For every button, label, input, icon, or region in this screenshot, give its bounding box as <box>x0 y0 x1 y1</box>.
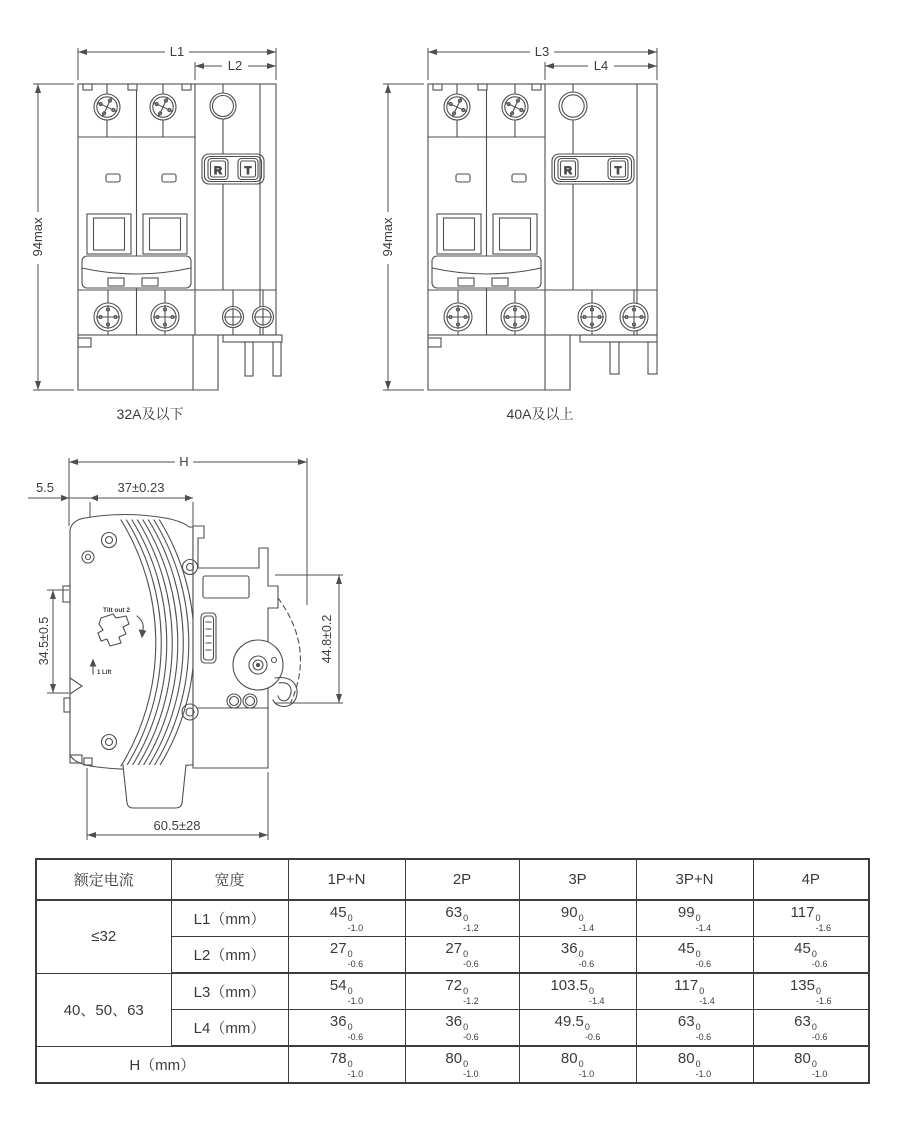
rated-current-cell: ≤32 <box>36 900 171 973</box>
terminal-pin <box>245 342 253 376</box>
dim-value-cell: 99 0 -1.4 <box>636 900 753 937</box>
dim-label-94max: 94max <box>30 217 45 257</box>
dim-value-cell: 63 0 -0.6 <box>753 1010 869 1047</box>
dim-value-cell: 27 0 -0.6 <box>288 937 405 974</box>
column-header: 1P+N <box>288 859 405 900</box>
column-header: 2P <box>405 859 519 900</box>
table-header-row <box>36 859 869 900</box>
dim-label-94max: 94max <box>380 217 395 257</box>
dim-label-60-5: 60.5±28 <box>153 818 201 833</box>
front-view-32a-drawing <box>30 40 330 432</box>
dim-value-cell: 78 0 -1.0 <box>288 1046 405 1083</box>
dim-label-l4: L4 <box>593 58 609 73</box>
dim-label-h: H <box>179 454 189 469</box>
terminal-pin <box>648 342 657 374</box>
table-row-h <box>36 1046 869 1083</box>
column-header: 额定电流 <box>36 859 171 900</box>
dim-value-cell: 117 0 -1.4 <box>636 973 753 1010</box>
dim-value-cell: 36 0 -0.6 <box>405 1010 519 1047</box>
dim-value-cell: 80 0 -1.0 <box>519 1046 636 1083</box>
breaker-side-body <box>63 515 300 809</box>
column-header: 宽度 <box>171 859 288 900</box>
dim-value-cell: 80 0 -1.0 <box>405 1046 519 1083</box>
test-button-label: T <box>614 165 622 177</box>
row-label: H（mm） <box>36 1046 288 1083</box>
dim-value-cell: 45 0 -1.0 <box>288 900 405 937</box>
dim-value-cell: 49.5 0 -0.6 <box>519 1010 636 1047</box>
caption-40a: 40A及以上 <box>506 406 574 422</box>
tilt-out-label: Tilt out 2 <box>103 607 130 614</box>
reset-button-label: R <box>564 165 572 177</box>
dim-value-cell: 72 0 -1.2 <box>405 973 519 1010</box>
front-view-40a-drawing <box>380 40 690 432</box>
row-label: L2（mm） <box>171 937 288 974</box>
column-header: 3P+N <box>636 859 753 900</box>
terminal-pin <box>610 342 619 374</box>
reset-button-label: R <box>214 165 222 177</box>
dim-value-cell: 36 0 -0.6 <box>288 1010 405 1047</box>
dim-label-34-5: 34.5±0.5 <box>37 616 51 666</box>
dim-value-cell: 45 0 -0.6 <box>753 937 869 974</box>
caption-32a: 32A及以下 <box>116 406 184 422</box>
dim-value-cell: 117 0 -1.6 <box>753 900 869 937</box>
dim-value-cell: 80 0 -1.0 <box>636 1046 753 1083</box>
column-header: 3P <box>519 859 636 900</box>
row-label: L3（mm） <box>171 973 288 1010</box>
row-label: L1（mm） <box>171 900 288 937</box>
breaker-body <box>78 84 282 390</box>
table-row-l3 <box>36 973 869 1010</box>
dim-value-cell: 63 0 -0.6 <box>636 1010 753 1047</box>
dim-label-44-8: 44.8±0.2 <box>320 614 334 664</box>
side-view-drawing <box>25 450 345 850</box>
terminal-pin <box>273 342 281 376</box>
dim-value-cell: 135 0 -1.6 <box>753 973 869 1010</box>
dim-value-cell: 80 0 -1.0 <box>753 1046 869 1083</box>
lift-label: 1 Lift <box>97 670 112 676</box>
column-header: 4P <box>753 859 869 900</box>
rated-current-cell: 40、50、63 <box>36 973 171 1046</box>
row-label: L4（mm） <box>171 1010 288 1047</box>
dim-label-l2: L2 <box>227 58 243 73</box>
dimensions-table <box>35 858 870 1084</box>
dim-value-cell: 54 0 -1.0 <box>288 973 405 1010</box>
test-button-label: T <box>244 165 252 177</box>
dim-value-cell: 103.5 0 -1.4 <box>519 973 636 1010</box>
locking-cam <box>233 640 283 690</box>
dim-value-cell: 36 0 -0.6 <box>519 937 636 974</box>
dim-value-cell: 63 0 -1.2 <box>405 900 519 937</box>
dim-label-l1: L1 <box>169 44 185 59</box>
dim-label-5-5: 5.5 <box>35 480 55 495</box>
dim-value-cell: 27 0 -0.6 <box>405 937 519 974</box>
dim-value-cell: 90 0 -1.4 <box>519 900 636 937</box>
dim-label-l3: L3 <box>534 44 550 59</box>
breaker-body <box>428 84 657 390</box>
dim-value-cell: 45 0 -0.6 <box>636 937 753 974</box>
dim-label-37: 37±0.23 <box>117 480 165 495</box>
table-row-l1 <box>36 900 869 937</box>
